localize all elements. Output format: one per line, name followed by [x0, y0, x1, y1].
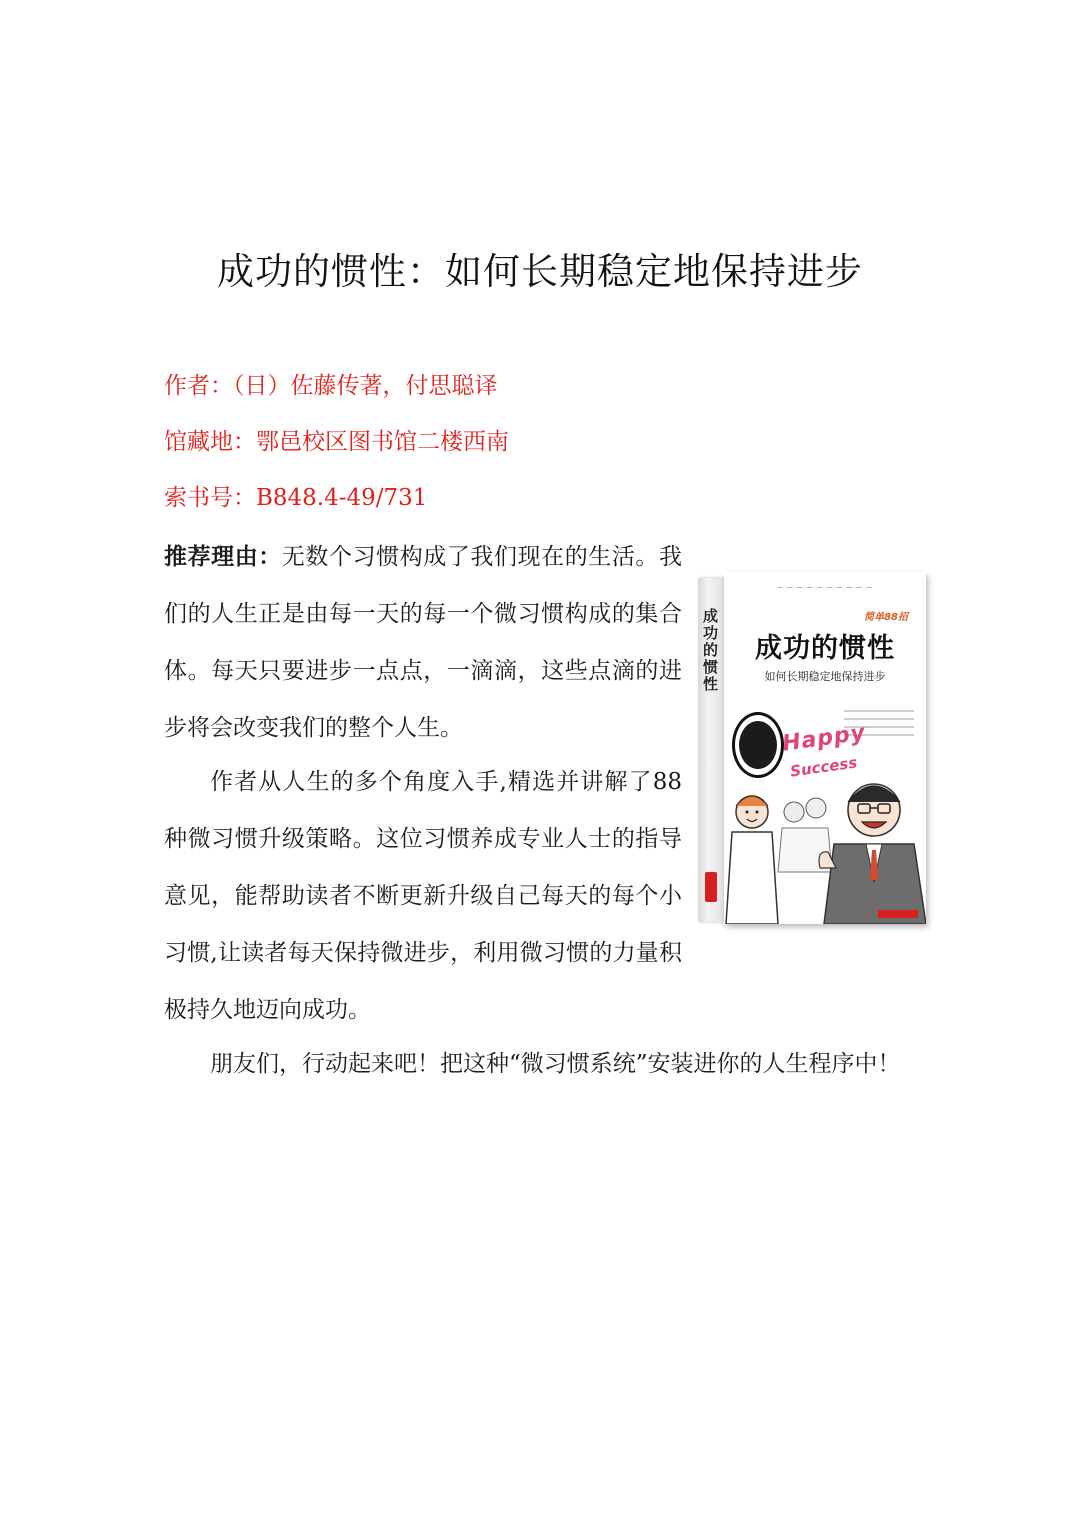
- cover-art-word-happy: Happy: [780, 720, 868, 757]
- call-number-line: 索书号：B848.4-49/731: [164, 485, 428, 511]
- book-front: [724, 572, 926, 924]
- location-line: 馆藏地：鄂邑校区图书馆二楼西南: [164, 429, 509, 455]
- recommendation-paragraph-1: [164, 528, 682, 757]
- recommendation-label: 推荐理由：: [164, 543, 282, 570]
- recommendation-paragraph-2: 作者从人生的多个角度入手,精选并讲解了88种微习惯升级策略。这位习惯养成专业人士的指导意见，能帮助读者不断更新升级自己每天的每个小习惯,让读者每天保持微进步，利用微习惯的力量积极持久地迈向成功。: [164, 769, 682, 1023]
- recommendation-text-1: 无数个习惯构成了我们现在的生活。我们的人生正是由每一天的每一个微习惯构成的集合体。每天只要进步一点点，一滴滴，这些点滴的进步将会改变我们的整个人生。: [164, 544, 683, 741]
- spine-publisher-logo: [705, 872, 717, 902]
- recommendation-paragraph-3: 朋友们，行动起来吧！把这种“微习惯系统”安装进你的人生程序中！: [210, 1051, 901, 1077]
- book-cover-image: [698, 572, 926, 924]
- author-line: 作者：（日）佐藤传著，付思聪译: [164, 373, 498, 399]
- cover-title: 成功的惯性: [755, 633, 895, 664]
- book-spine: [698, 578, 724, 922]
- cover-badge: [732, 712, 784, 778]
- cover-tagline-decoration: — — — — — — — — — —: [776, 584, 874, 591]
- page-title: 成功的惯性：如何长期稳定地保持进步: [217, 250, 863, 293]
- spine-title: 成功的惯性: [703, 607, 719, 693]
- cover-illustration: [724, 772, 926, 924]
- cover-publisher-logo: [878, 910, 918, 918]
- cover-series: 简单88招: [864, 612, 908, 623]
- cover-art-word-success: Success: [789, 753, 859, 781]
- cover-subtitle: 如何长期稳定地保持进步: [764, 670, 886, 683]
